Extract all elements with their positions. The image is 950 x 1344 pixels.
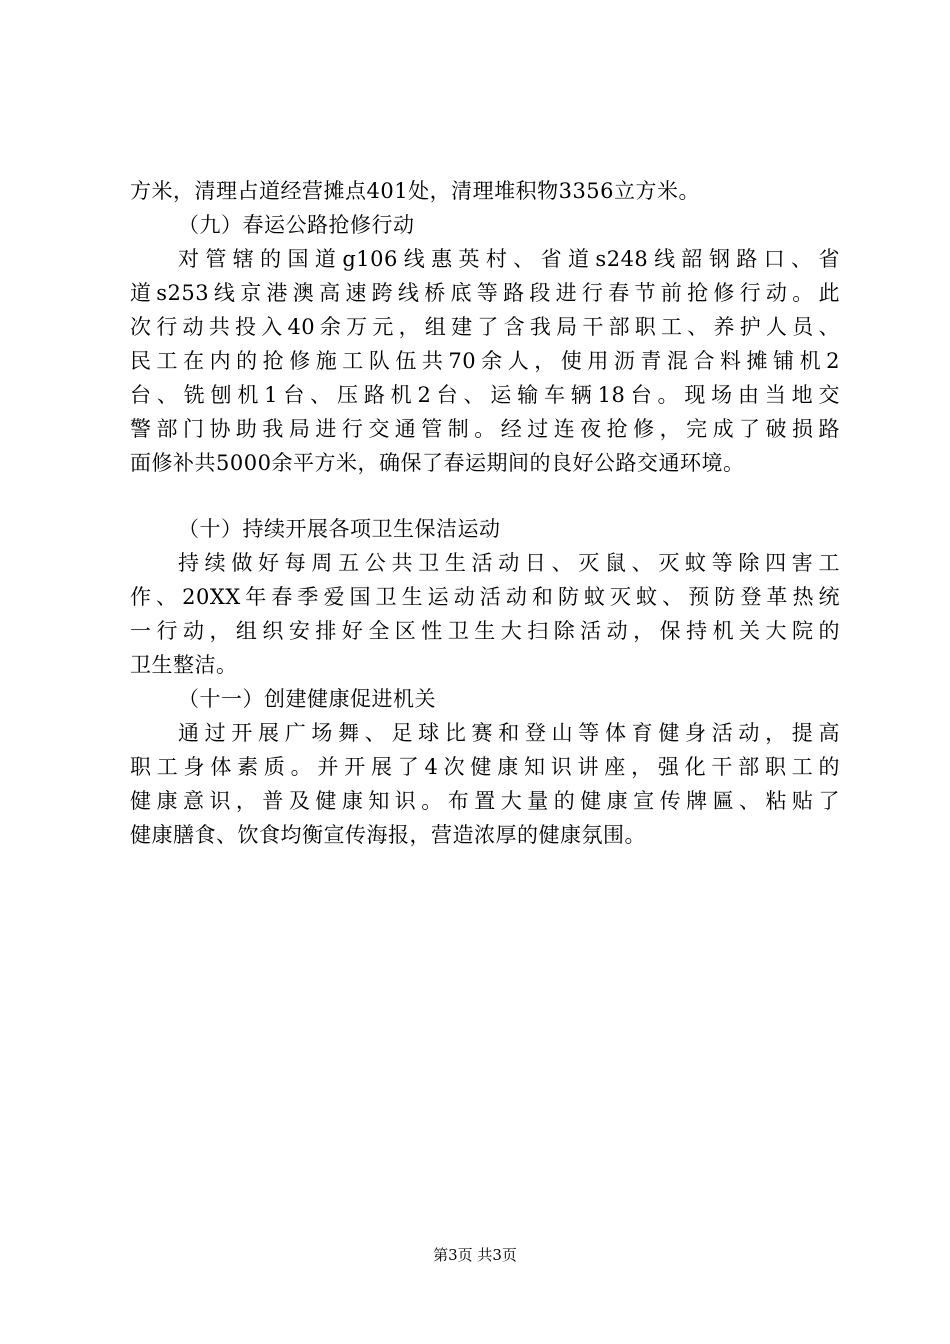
paragraph-line: 警部门协助我局进行交通管制。经过连夜抢修，完成了破损路 <box>130 417 840 441</box>
paragraph-line: 健康意识，普及健康知识。布置大量的健康宣传牌匾、粘贴了 <box>130 789 840 813</box>
paragraph-line: 道s253线京港澳高速跨线桥底等路段进行春节前抢修行动。此 <box>130 281 840 305</box>
paragraph-line: 通过开展广场舞、足球比赛和登山等体育健身活动，提高 <box>178 721 840 745</box>
paragraph-line: 方米，清理占道经营摊点401处，清理堆积物3356立方米。 <box>130 179 701 203</box>
paragraph-line: 民工在内的抢修施工队伍共70余人，使用沥青混合料摊铺机2 <box>130 349 840 373</box>
paragraph-line: 职工身体素质。并开展了4次健康知识讲座，强化干部职工的 <box>130 755 840 779</box>
paragraph-line: 一行动，组织安排好全区性卫生大扫除活动，保持机关大院的 <box>130 619 840 643</box>
paragraph-line: 面修补共5000余平方米，确保了春运期间的良好公路交通环境。 <box>130 451 745 475</box>
paragraph-gap <box>130 480 840 512</box>
paragraph-line: 对管辖的国道g106线惠英村、省道s248线韶钢路口、省 <box>178 247 840 271</box>
section-heading-11: （十一）创建健康促进机关 <box>178 687 436 711</box>
paragraph-line: 作、20XX年春季爱国卫生运动活动和防蚊灭蚊、预防登革热统 <box>130 585 840 609</box>
document-body <box>130 174 840 852</box>
paragraph-line: 健康膳食、饮食均衡宣传海报，营造浓厚的健康氛围。 <box>130 823 646 847</box>
section-heading-10: （十）持续开展各项卫生保洁运动 <box>178 517 501 541</box>
page-footer: 第3页 共3页 <box>433 1246 517 1264</box>
paragraph-line: 卫生整洁。 <box>130 653 238 677</box>
paragraph-line: 次行动共投入40余万元，组建了含我局干部职工、养护人员、 <box>130 315 840 339</box>
paragraph-line: 持续做好每周五公共卫生活动日、灭鼠、灭蚊等除四害工 <box>178 551 840 575</box>
paragraph-line: 台、铣刨机1台、压路机2台、运输车辆18台。现场由当地交 <box>130 383 840 407</box>
section-heading-9: （九）春运公路抢修行动 <box>178 213 415 237</box>
